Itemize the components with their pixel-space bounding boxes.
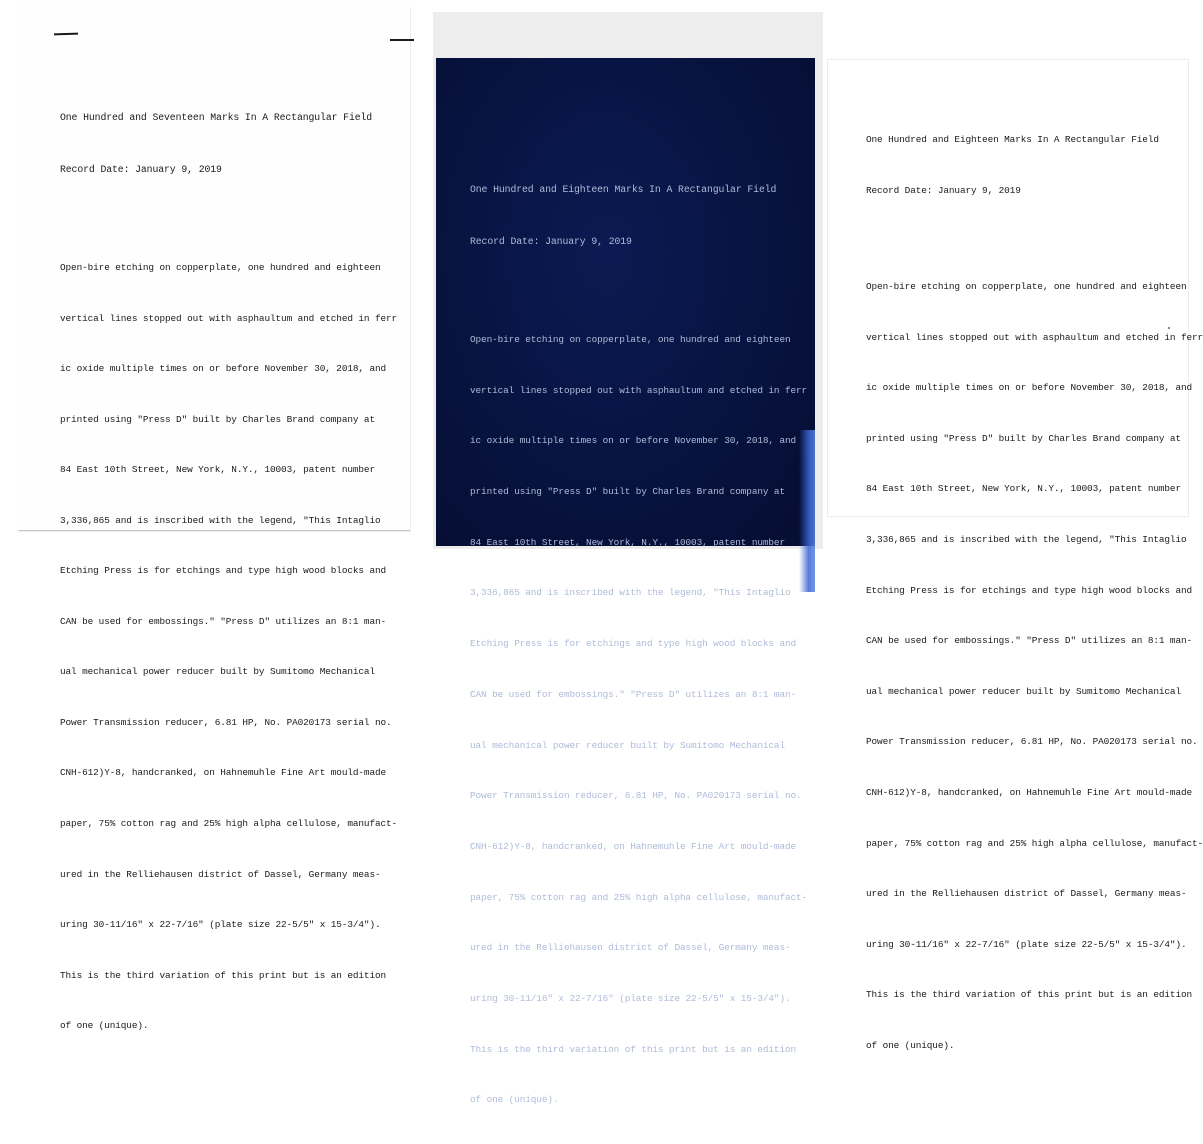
body-line: uring 30-11/16" x 22-7/16" (plate size 22-5/5" x 15-3/4").: [60, 919, 381, 931]
document-title: One Hundred and Seventeen Marks In A Rectangular Field: [60, 112, 373, 123]
cyanotype-print: [436, 58, 815, 1106]
body-line: 84 East 10th Street, New York, N.Y., 10003, patent number: [60, 464, 375, 476]
body-line: 3,336,865 and is inscribed with the legend, "This Intaglio: [470, 587, 791, 599]
body-line: vertical lines stopped out with asphaultum and etched in ferr: [866, 331, 1203, 343]
body-line: CAN be used for embossings." "Press D" utilizes an 8:1 man-: [866, 635, 1193, 647]
body-line: ic oxide multiple times on or before November 30, 2018, and: [470, 435, 797, 447]
body-line: vertical lines stopped out with asphaultum and etched in ferr: [470, 384, 808, 396]
body-line: ured in the Relliehausen district of Dassel, Germany meas-: [60, 868, 381, 880]
body-line: Etching Press is for etchings and type high wood blocks and: [470, 638, 797, 650]
body-line: Power Transmission reducer, 6.81 HP, No. PA020173 serial no.: [470, 790, 802, 802]
body-line: ual mechanical power reducer built by Sumitomo Mechanical: [866, 685, 1181, 697]
body-line: Power Transmission reducer, 6.81 HP, No. PA020173 serial no.: [866, 736, 1198, 748]
body-line: CAN be used for embossings." "Press D" utilizes an 8:1 man-: [60, 615, 387, 627]
body-line: ic oxide multiple times on or before November 30, 2018, and: [866, 382, 1193, 394]
body-line: 84 East 10th Street, New York, N.Y., 10003, patent number: [866, 483, 1181, 495]
body-line: ured in the Relliehausen district of Dassel, Germany meas-: [470, 942, 791, 954]
body-line: This is the third variation of this print but is an edition: [866, 989, 1193, 1001]
body-line: printed using "Press D" built by Charles Brand company at: [60, 413, 375, 425]
body-line: Open-bire etching on copperplate, one hundred and eighteen: [60, 262, 381, 273]
cyanotype-sheet: [433, 12, 823, 1106]
document-title: One Hundred and Eighteen Marks In A Rectangular Field: [866, 134, 1159, 145]
body-line: paper, 75% cotton rag and 25% high alpha cellulose, manufact-: [866, 837, 1203, 849]
typed-text-left: [60, 74, 397, 1070]
typed-text-right: [866, 96, 1203, 1090]
body-line: CNH-612)Y-8, handcranked, on Hahnemuhle Fine Art mould-made: [470, 840, 797, 852]
document-title: One Hundred and Eighteen Marks In A Rectangular Field: [470, 184, 777, 195]
body-line: ual mechanical power reducer built by Sumitomo Mechanical: [60, 666, 375, 678]
body-line: CAN be used for embossings." "Press D" utilizes an 8:1 man-: [470, 688, 797, 700]
body-line: ual mechanical power reducer built by Sumitomo Mechanical: [470, 739, 785, 751]
body-line: uring 30-11/16" x 22-7/16" (plate size 22-5/5" x 15-3/4").: [866, 938, 1187, 950]
body-line: ured in the Relliehausen district of Dassel, Germany meas-: [866, 888, 1187, 900]
typed-sheet-left: [18, 6, 410, 1032]
body-line: This is the third variation of this print but is an edition: [470, 1043, 797, 1055]
body-line: of one (unique).: [866, 1039, 955, 1051]
body-line: Etching Press is for etchings and type high wood blocks and: [866, 584, 1193, 596]
body-line: Power Transmission reducer, 6.81 HP, No. PA020173 serial no.: [60, 716, 392, 728]
typed-sheet-right: [828, 60, 1203, 1051]
body-line: 3,336,865 and is inscribed with the legend, "This Intaglio: [60, 514, 381, 526]
body-line: of one (unique).: [60, 1020, 149, 1032]
body-line: ic oxide multiple times on or before November 30, 2018, and: [60, 363, 387, 375]
typed-text-middle: [470, 146, 807, 1144]
body-line: paper, 75% cotton rag and 25% high alpha cellulose, manufact-: [60, 818, 398, 830]
record-date: Record Date: January 9, 2019: [470, 235, 632, 247]
body-line: 84 East 10th Street, New York, N.Y., 10003, patent number: [470, 536, 785, 548]
body-line: CNH-612)Y-8, handcranked, on Hahnemuhle Fine Art mould-made: [60, 767, 387, 779]
body-line: of one (unique).: [470, 1094, 559, 1106]
body-line: CNH-612)Y-8, handcranked, on Hahnemuhle Fine Art mould-made: [866, 786, 1193, 798]
record-date: Record Date: January 9, 2019: [60, 164, 222, 175]
body-line: This is the third variation of this print but is an edition: [60, 969, 387, 981]
body-line: vertical lines stopped out with asphaultum and etched in ferr: [60, 312, 398, 324]
body-line: Open-bire etching on copperplate, one hundred and eighteen: [470, 334, 791, 345]
record-date: Record Date: January 9, 2019: [866, 185, 1021, 196]
body-line: printed using "Press D" built by Charles Brand company at: [866, 432, 1181, 444]
ink-mark: [54, 33, 78, 36]
body-line: Open-bire etching on copperplate, one hundred and eighteen: [866, 281, 1187, 292]
body-line: uring 30-11/16" x 22-7/16" (plate size 22-5/5" x 15-3/4").: [470, 992, 791, 1004]
body-line: Etching Press is for etchings and type high wood blocks and: [60, 565, 387, 577]
body-line: 3,336,865 and is inscribed with the legend, "This Intaglio: [866, 533, 1187, 545]
body-line: paper, 75% cotton rag and 25% high alpha cellulose, manufact-: [470, 891, 808, 903]
ink-mark: [390, 39, 414, 41]
body-line: printed using "Press D" built by Charles Brand company at: [470, 486, 785, 498]
